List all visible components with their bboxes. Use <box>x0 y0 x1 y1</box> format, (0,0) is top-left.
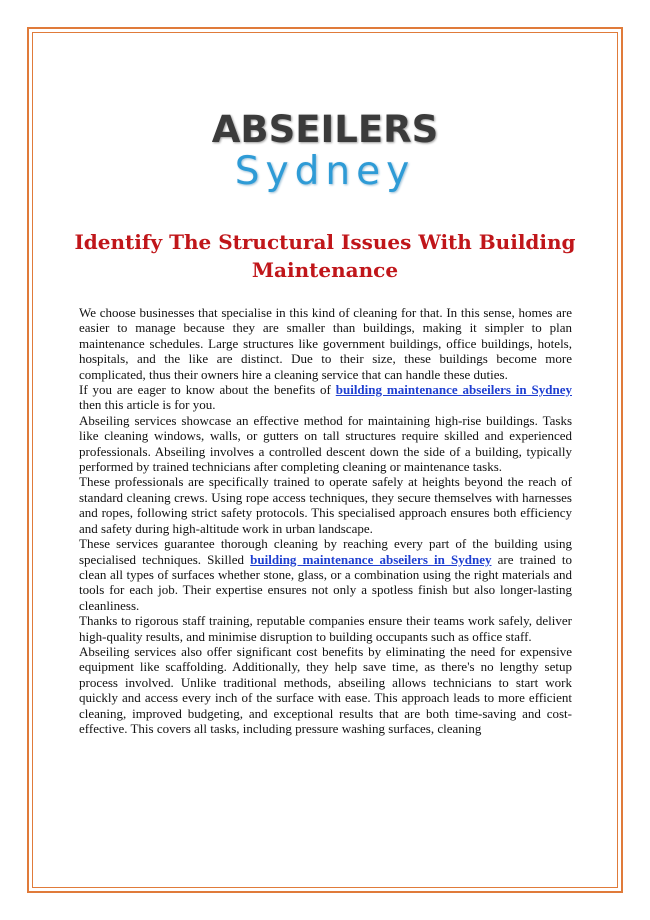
building-maintenance-link[interactable]: building maintenance abseilers in Sydney <box>335 382 572 398</box>
building-maintenance-link[interactable]: building maintenance abseilers in Sydney <box>250 551 492 567</box>
paragraph-text: then this article is for you. <box>79 397 216 413</box>
paragraph-text: are trained to clean all types of surfaces whether stone, glass, or a combination using the right materials and tools for each job. Their expertise ensures not only a spotless finish but also longer-lasting cleanliness. <box>79 551 573 613</box>
article-title: Identify The Structural Issues With Building Maintenance <box>74 230 576 282</box>
paragraph-benefits <box>79 382 572 413</box>
paragraph-thorough-cleaning <box>79 536 572 613</box>
paragraph-cost-benefits: Abseiling services also offer significant cost benefits by eliminating the need for expensive equipment like scaffolding. Additionally, they help save time, as there's no lengthy setup process involved. Unlike traditional methods, abseiling allows technicians to start work quickly and access every inch of the surface with ease. This approach leads to more efficient cleaning, improved budgeting, and exceptional results that are both time-saving and cost-effective. This covers all tasks, including pressure washing surfaces, cleaning <box>79 643 572 736</box>
abseilers-sydney-logo <box>209 110 441 196</box>
paragraph-text: These services guarantee thorough cleaning by reaching every part of the building using specialised techniques. Skilled <box>79 536 572 567</box>
logo-line-sydney: Sydney <box>234 149 416 194</box>
paragraph-abseiling-services: Abseiling services showcase an effective method for maintaining high-rise buildings. Tasks like cleaning windows, walls, or gutters on tall structures require skilled and experienced professionals. Abseiling involves a controlled descent down the side of a building, typically performed by trained technicians after completing cleaning or maintenance tasks. <box>79 412 572 475</box>
paragraph-staff-training: Thanks to rigorous staff training, reputable companies ensure their teams work safely, deliver high-quality results, and minimise disruption to building occupants such as office staff. <box>79 613 572 644</box>
paragraph-professionals: These professionals are specifically trained to operate safely at heights beyond the reach of standard cleaning crews. Using rope access techniques, they secure themselves with harnesses and ropes, following strict safety protocols. This specialised approach ensures both efficiency and safety during high-altitude work in urban landscape. <box>79 474 572 536</box>
paragraph-text: If you are eager to know about the benefits of <box>79 382 336 398</box>
paragraph-intro: We choose businesses that specialise in this kind of cleaning for that. In this sense, homes are easier to manage because they are smaller than buildings, making it simpler to plan maintenance schedules. Large structures like government buildings, office buildings, hotels, hospitals, and the like are distinct. Due to their size, these buildings become more complicated, thus their owners hire a cleaning service that can handle these duties. <box>79 305 572 382</box>
logo-line-abseilers: ABSEILERS <box>211 108 439 151</box>
article-body <box>79 305 572 736</box>
